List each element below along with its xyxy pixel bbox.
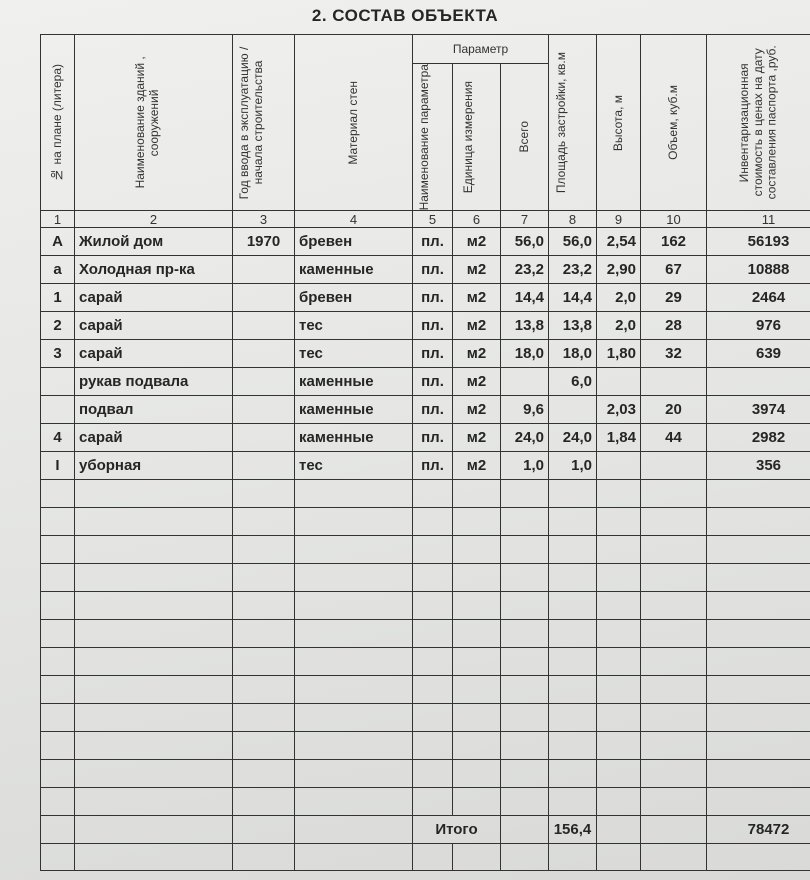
- row-cost: 3974: [707, 396, 810, 424]
- row-unit: м2: [453, 424, 501, 452]
- row-volume: 162: [641, 228, 707, 256]
- header-col9: Высота, м: [597, 35, 641, 211]
- row-volume: 67: [641, 256, 707, 284]
- empty-table-row: [41, 760, 810, 788]
- row-liter: 4: [41, 424, 75, 452]
- row-param: пл.: [413, 256, 453, 284]
- row-volume: 29: [641, 284, 707, 312]
- row-material: тес: [295, 312, 413, 340]
- row-material: бревен: [295, 284, 413, 312]
- row-unit: м2: [453, 228, 501, 256]
- object-composition-table: [40, 34, 810, 871]
- col-number: 7: [501, 211, 549, 228]
- row-liter: 1: [41, 284, 75, 312]
- row-liter: [41, 396, 75, 424]
- row-total: 13,8: [501, 312, 549, 340]
- row-cost: 976: [707, 312, 810, 340]
- header-col10: Объем, куб.м: [641, 35, 707, 211]
- row-year: [233, 452, 295, 480]
- row-param: пл.: [413, 312, 453, 340]
- row-name: Жилой дом: [75, 228, 233, 256]
- row-param: пл.: [413, 284, 453, 312]
- row-unit: м2: [453, 340, 501, 368]
- header-col5: Наименование параметра: [413, 64, 453, 211]
- row-unit: м2: [453, 284, 501, 312]
- row-liter: 3: [41, 340, 75, 368]
- row-area: 6,0: [549, 368, 597, 396]
- row-liter: I: [41, 452, 75, 480]
- header-col6: Единица измерения: [453, 64, 501, 211]
- header-col8: Площадь застройки, кв.м: [549, 35, 597, 211]
- empty-table-row: [41, 480, 810, 508]
- row-material: каменные: [295, 396, 413, 424]
- row-liter: а: [41, 256, 75, 284]
- header-col11: Инвентаризационная стоимость в ценах на дату составления паспорта ,руб.: [707, 35, 810, 211]
- empty-table-row: [41, 508, 810, 536]
- total-row: [41, 816, 810, 844]
- header-col7: Всего: [501, 64, 549, 211]
- row-total: 18,0: [501, 340, 549, 368]
- row-area: 24,0: [549, 424, 597, 452]
- row-year: [233, 284, 295, 312]
- table-row: [41, 284, 810, 312]
- row-year: [233, 424, 295, 452]
- row-cost: 2982: [707, 424, 810, 452]
- header-parametr: Параметр: [413, 35, 549, 64]
- row-area: 13,8: [549, 312, 597, 340]
- row-unit: м2: [453, 396, 501, 424]
- row-year: [233, 368, 295, 396]
- col-number: 11: [707, 211, 810, 228]
- col-number: 4: [295, 211, 413, 228]
- row-height: [597, 452, 641, 480]
- row-unit: м2: [453, 256, 501, 284]
- row-material: тес: [295, 452, 413, 480]
- row-total: 9,6: [501, 396, 549, 424]
- empty-table-row: [41, 676, 810, 704]
- col-number: 3: [233, 211, 295, 228]
- row-volume: 28: [641, 312, 707, 340]
- row-liter: 2: [41, 312, 75, 340]
- row-param: пл.: [413, 452, 453, 480]
- header-col3: Год ввода в эксплуатацию /начала строительства: [233, 35, 295, 211]
- row-volume: 20: [641, 396, 707, 424]
- col-number: 9: [597, 211, 641, 228]
- col-number: 5: [413, 211, 453, 228]
- row-name: рукав подвала: [75, 368, 233, 396]
- row-height: 2,0: [597, 312, 641, 340]
- row-cost: 56193: [707, 228, 810, 256]
- empty-table-row: [41, 592, 810, 620]
- row-area: 1,0: [549, 452, 597, 480]
- empty-table-row: [41, 536, 810, 564]
- empty-table-row: [41, 788, 810, 816]
- table-row: [41, 228, 810, 256]
- data-rows: [41, 228, 810, 480]
- row-total: [501, 368, 549, 396]
- row-name: сарай: [75, 424, 233, 452]
- row-material: каменные: [295, 256, 413, 284]
- row-material: бревен: [295, 228, 413, 256]
- row-unit: м2: [453, 312, 501, 340]
- row-total: 24,0: [501, 424, 549, 452]
- row-name: сарай: [75, 284, 233, 312]
- empty-table-row: [41, 564, 810, 592]
- col-number: 10: [641, 211, 707, 228]
- row-cost: [707, 368, 810, 396]
- row-year: [233, 340, 295, 368]
- row-height: 1,80: [597, 340, 641, 368]
- row-volume: 44: [641, 424, 707, 452]
- table-row: [41, 256, 810, 284]
- empty-table-row: [41, 704, 810, 732]
- row-material: каменные: [295, 368, 413, 396]
- row-height: 1,84: [597, 424, 641, 452]
- row-cost: 639: [707, 340, 810, 368]
- table-row: [41, 312, 810, 340]
- table-row: [41, 368, 810, 396]
- row-unit: м2: [453, 368, 501, 396]
- col-number: 1: [41, 211, 75, 228]
- row-param: пл.: [413, 424, 453, 452]
- col-number: 6: [453, 211, 501, 228]
- row-area: 23,2: [549, 256, 597, 284]
- table-row: [41, 424, 810, 452]
- row-param: пл.: [413, 228, 453, 256]
- empty-table-row: [41, 648, 810, 676]
- row-name: сарай: [75, 312, 233, 340]
- total-area: 156,4: [549, 816, 597, 844]
- row-year: [233, 396, 295, 424]
- row-area: [549, 396, 597, 424]
- row-area: 14,4: [549, 284, 597, 312]
- row-liter: А: [41, 228, 75, 256]
- row-name: Холодная пр-ка: [75, 256, 233, 284]
- row-total: 1,0: [501, 452, 549, 480]
- row-height: 2,0: [597, 284, 641, 312]
- row-param: пл.: [413, 340, 453, 368]
- row-material: каменные: [295, 424, 413, 452]
- table-row: [41, 844, 810, 871]
- col-number: 8: [549, 211, 597, 228]
- empty-table-row: [41, 620, 810, 648]
- row-material: тес: [295, 340, 413, 368]
- row-height: [597, 368, 641, 396]
- row-area: 18,0: [549, 340, 597, 368]
- row-name: уборная: [75, 452, 233, 480]
- table-row: [41, 396, 810, 424]
- row-height: 2,54: [597, 228, 641, 256]
- row-year: [233, 312, 295, 340]
- page-title: 2. СОСТАВ ОБЪЕКТА: [311, 6, 499, 25]
- row-year: [233, 256, 295, 284]
- header-col4: Материал стен: [295, 35, 413, 211]
- row-total: 14,4: [501, 284, 549, 312]
- header-col1: № на плане (литера): [41, 35, 75, 211]
- header-col2: Наименование зданий , сооружений: [75, 35, 233, 211]
- row-name: подвал: [75, 396, 233, 424]
- empty-rows: [41, 480, 810, 816]
- row-unit: м2: [453, 452, 501, 480]
- row-area: 56,0: [549, 228, 597, 256]
- empty-table-row: [41, 732, 810, 760]
- row-height: 2,90: [597, 256, 641, 284]
- row-cost: 356: [707, 452, 810, 480]
- row-volume: [641, 368, 707, 396]
- row-total: 23,2: [501, 256, 549, 284]
- table-row: [41, 452, 810, 480]
- row-year: 1970: [233, 228, 295, 256]
- column-number-row: [41, 211, 810, 228]
- row-total: 56,0: [501, 228, 549, 256]
- table-row: [41, 340, 810, 368]
- row-volume: 32: [641, 340, 707, 368]
- row-param: пл.: [413, 396, 453, 424]
- row-volume: [641, 452, 707, 480]
- row-height: 2,03: [597, 396, 641, 424]
- row-name: сарай: [75, 340, 233, 368]
- total-cost: 78472: [707, 816, 810, 844]
- row-cost: 10888: [707, 256, 810, 284]
- row-param: пл.: [413, 368, 453, 396]
- row-liter: [41, 368, 75, 396]
- col-number: 2: [75, 211, 233, 228]
- total-label: Итого: [413, 816, 501, 844]
- row-cost: 2464: [707, 284, 810, 312]
